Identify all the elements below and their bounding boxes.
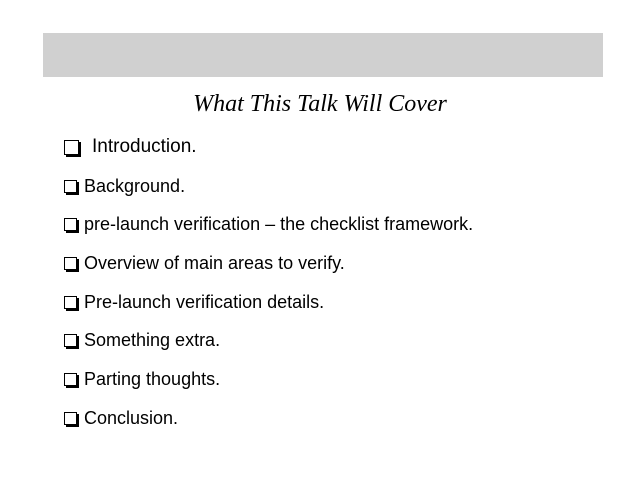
slide-title: What This Talk Will Cover: [193, 91, 447, 117]
bullet-item-overview: [64, 244, 473, 283]
checkbox-outline-icon: [64, 218, 77, 231]
bullet-list: [64, 128, 473, 438]
checkbox-outline-icon: [64, 373, 77, 386]
bullet-text: Background.: [84, 175, 186, 196]
checkbox-outline-icon: [64, 140, 79, 155]
bullet-item-background: [64, 167, 473, 206]
bullet-item-introduction: [64, 128, 473, 167]
checkbox-outline-icon: [64, 257, 77, 270]
bullet-text: Introduction.: [92, 136, 197, 158]
checkbox-outline-icon: [64, 180, 77, 193]
bullet-item-details: [64, 283, 473, 322]
bullet-text: Parting thoughts.: [84, 368, 221, 389]
checkbox-outline-icon: [64, 296, 77, 309]
header-bar: [43, 33, 603, 77]
bullet-item-something-extra: [64, 321, 473, 360]
bullet-text: Pre-launch verification details.: [84, 291, 325, 312]
bullet-item-checklist-framework: [64, 205, 473, 244]
bullet-text: Something extra.: [84, 330, 221, 351]
bullet-text: Conclusion.: [84, 407, 179, 428]
bullet-item-parting-thoughts: [64, 360, 473, 399]
checkbox-outline-icon: [64, 334, 77, 347]
checkbox-outline-icon: [64, 412, 77, 425]
bullet-text: pre-launch verification – the checklist framework.: [84, 214, 474, 235]
bullet-item-conclusion: [64, 399, 473, 438]
bullet-text: Overview of main areas to verify.: [84, 252, 345, 273]
